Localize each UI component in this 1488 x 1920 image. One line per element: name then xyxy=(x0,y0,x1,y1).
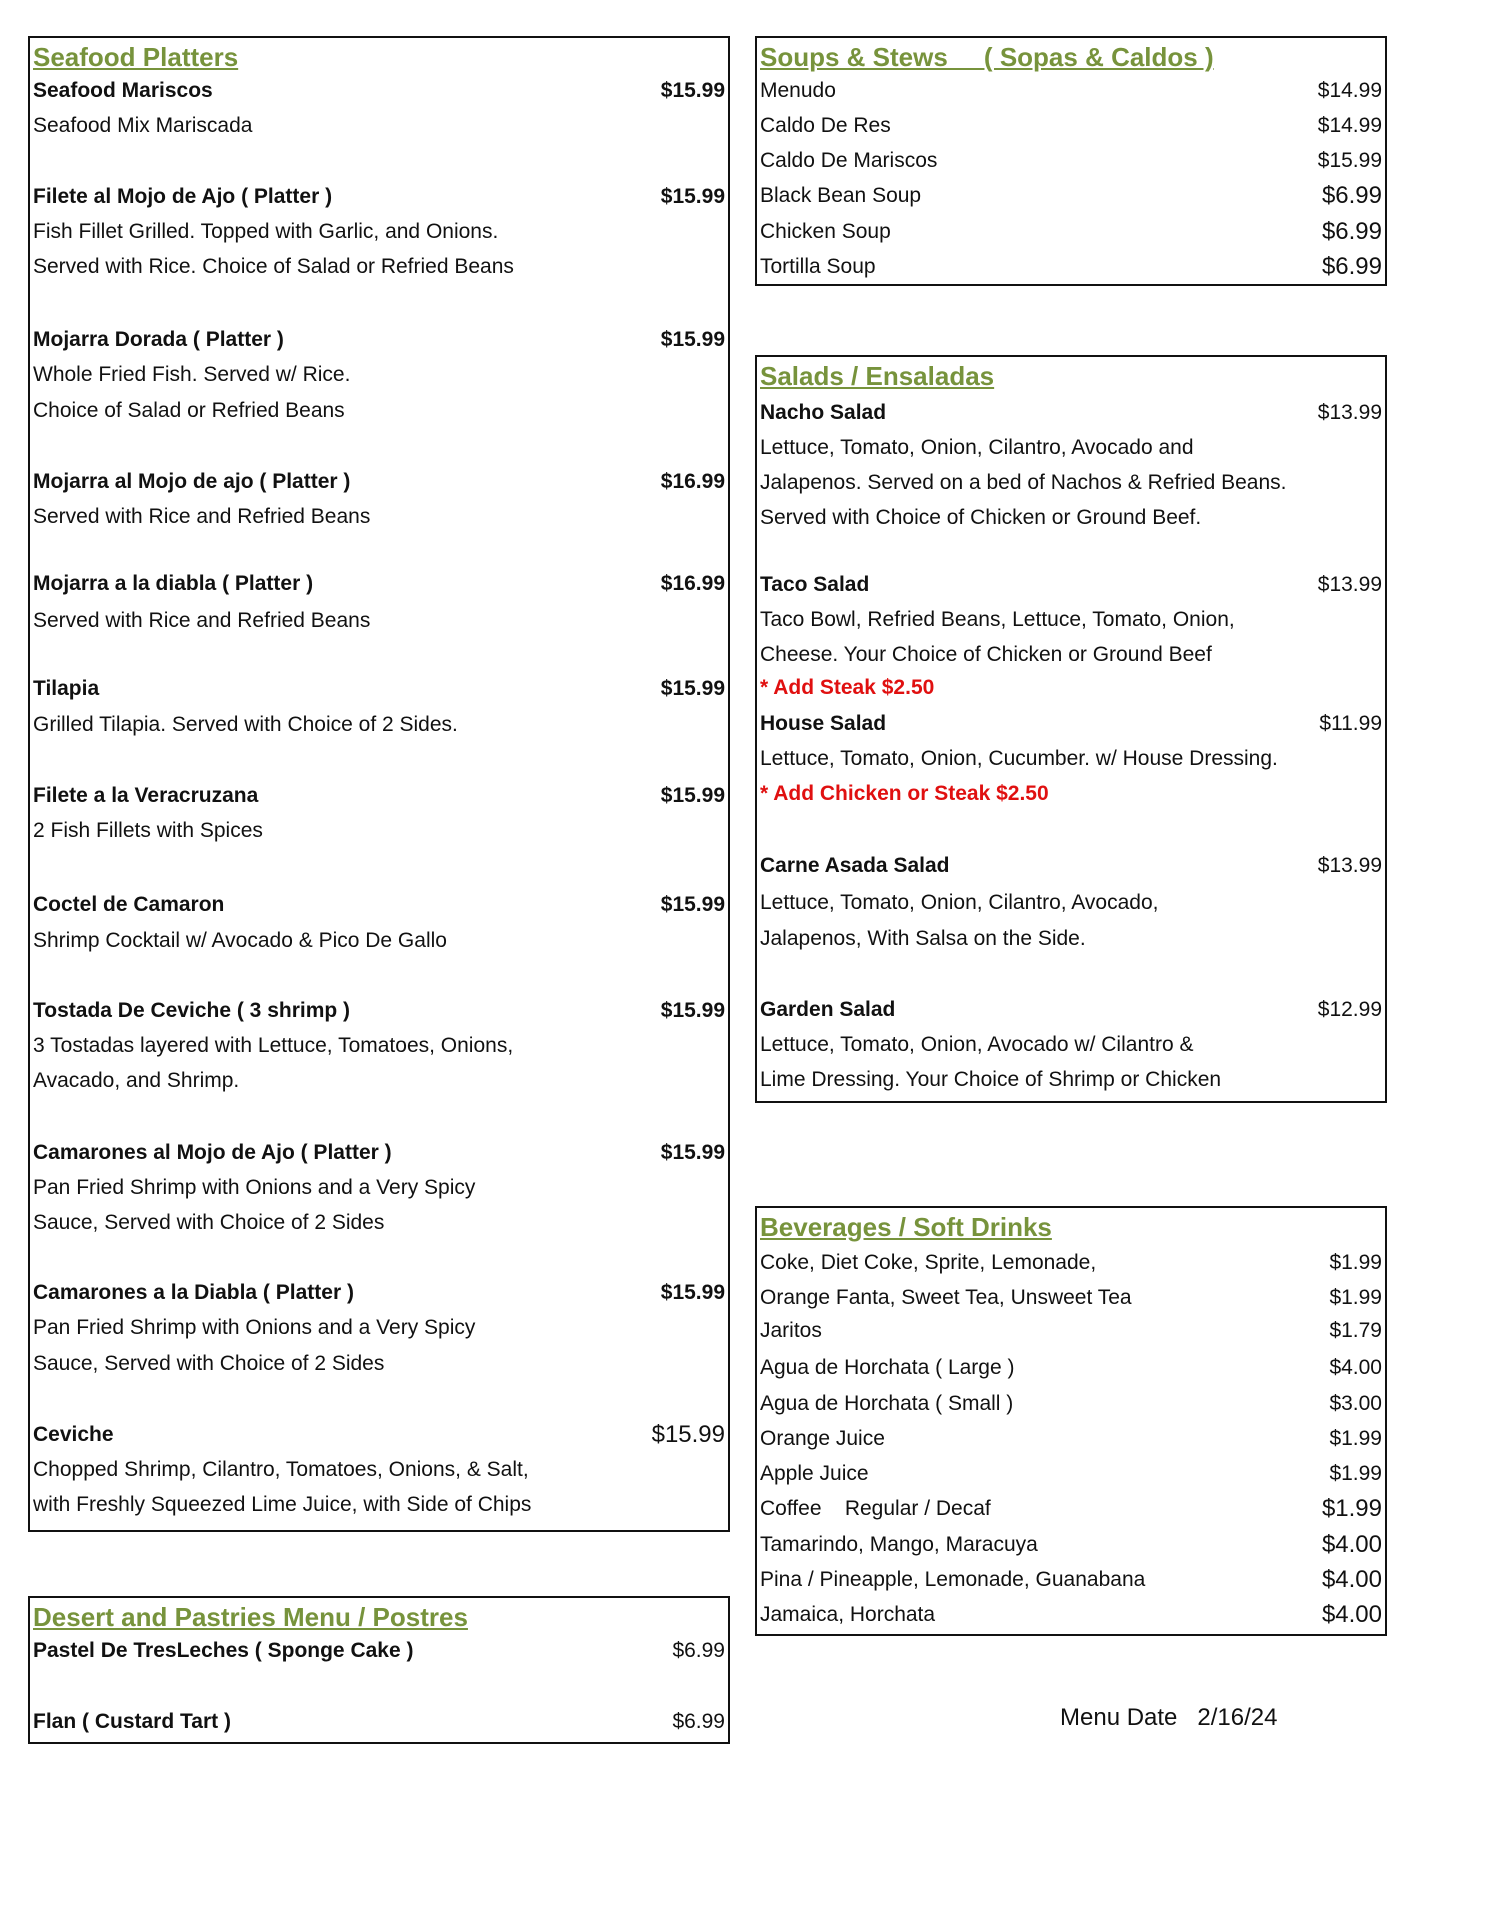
item-description: Served with Rice and Refried Beans xyxy=(33,505,371,528)
item-description: Served with Rice and Refried Beans xyxy=(33,609,371,632)
item-description: Sauce, Served with Choice of 2 Sides xyxy=(33,1352,385,1375)
item-description: Lettuce, Tomato, Onion, Cucumber. w/ House Dressing. xyxy=(760,747,1278,770)
menu-item: Tortilla Soup $6.99 xyxy=(760,253,1382,280)
menu-item: House Salad $11.99 xyxy=(760,712,1382,735)
item-description: Jalapenos, With Salsa on the Side. xyxy=(760,927,1086,950)
desserts-section xyxy=(28,1596,730,1744)
menu-item: Apple Juice $1.99 xyxy=(760,1462,1382,1485)
item-description: Seafood Mix Mariscada xyxy=(33,114,253,137)
menu-item: Coffee Regular / Decaf $1.99 xyxy=(760,1495,1382,1522)
menu-item: Tamarindo, Mango, Maracuya $4.00 xyxy=(760,1531,1382,1558)
menu-item: Agua de Horchata ( Small ) $3.00 xyxy=(760,1392,1382,1415)
item-description: 2 Fish Fillets with Spices xyxy=(33,819,263,842)
salads-section xyxy=(755,355,1387,1103)
menu-item: Pastel De TresLeches ( Sponge Cake ) $6.99 xyxy=(33,1639,725,1662)
seafood-section xyxy=(28,36,730,1532)
item-description: Served with Choice of Chicken or Ground Beef. xyxy=(760,506,1202,529)
item-description: with Freshly Squeezed Lime Juice, with Side of Chips xyxy=(33,1493,532,1516)
menu-item: Pina / Pineapple, Lemonade, Guanabana $4.00 xyxy=(760,1566,1382,1593)
menu-item: Orange Fanta, Sweet Tea, Unsweet Tea $1.99 xyxy=(760,1286,1382,1309)
menu-item: Jaritos $1.79 xyxy=(760,1319,1382,1342)
beverages-title: Beverages / Soft Drinks xyxy=(760,1211,1052,1242)
menu-item: Jamaica, Horchata $4.00 xyxy=(760,1601,1382,1628)
soups-section xyxy=(755,36,1387,286)
menu-item: Black Bean Soup $6.99 xyxy=(760,182,1382,209)
menu-item: Camarones al Mojo de Ajo ( Platter ) $15.99 xyxy=(33,1141,725,1164)
menu-item: Flan ( Custard Tart ) $6.99 xyxy=(33,1710,725,1733)
item-description: Lettuce, Tomato, Onion, Cilantro, Avocado and xyxy=(760,436,1194,459)
menu-item: Camarones a la Diabla ( Platter ) $15.99 xyxy=(33,1281,725,1304)
item-description: Grilled Tilapia. Served with Choice of 2 Sides. xyxy=(33,713,458,736)
item-description: Shrimp Cocktail w/ Avocado & Pico De Gallo xyxy=(33,929,447,952)
menu-item: Mojarra Dorada ( Platter ) $15.99 xyxy=(33,328,725,351)
item-description: Choice of Salad or Refried Beans xyxy=(33,399,345,422)
menu-item: Chicken Soup $6.99 xyxy=(760,218,1382,245)
menu-item: Tilapia $15.99 xyxy=(33,677,725,700)
menu-item: Agua de Horchata ( Large ) $4.00 xyxy=(760,1356,1382,1379)
desserts-title: Desert and Pastries Menu / Postres xyxy=(33,1601,468,1632)
item-description: Lime Dressing. Your Choice of Shrimp or Chicken xyxy=(760,1068,1222,1091)
item-description: Whole Fried Fish. Served w/ Rice. xyxy=(33,363,351,386)
menu-item: Filete a la Veracruzana $15.99 xyxy=(33,784,725,807)
menu-item: Nacho Salad $13.99 xyxy=(760,401,1382,424)
soups-title: Soups & Stews ( Sopas & Caldos ) xyxy=(760,41,1214,72)
item-description: Served with Rice. Choice of Salad or Refried Beans xyxy=(33,255,514,278)
item-description: Pan Fried Shrimp with Onions and a Very Spicy xyxy=(33,1176,476,1199)
menu-item: Caldo De Res $14.99 xyxy=(760,114,1382,137)
menu-item: Coke, Diet Coke, Sprite, Lemonade, $1.99 xyxy=(760,1251,1382,1274)
item-description: Chopped Shrimp, Cilantro, Tomatoes, Onions, & Salt, xyxy=(33,1458,529,1481)
item-description: Taco Bowl, Refried Beans, Lettuce, Tomato, Onion, xyxy=(760,608,1235,631)
menu-item: Filete al Mojo de Ajo ( Platter ) $15.99 xyxy=(33,185,725,208)
add-on-note: * Add Chicken or Steak $2.50 xyxy=(760,782,1049,805)
beverages-section xyxy=(755,1206,1387,1636)
salads-title: Salads / Ensaladas xyxy=(760,360,995,391)
item-description: Pan Fried Shrimp with Onions and a Very Spicy xyxy=(33,1316,476,1339)
item-description: Jalapenos. Served on a bed of Nachos & Refried Beans. xyxy=(760,471,1287,494)
item-description: Lettuce, Tomato, Onion, Avocado w/ Cilantro & xyxy=(760,1033,1194,1056)
item-description: Lettuce, Tomato, Onion, Cilantro, Avocado, xyxy=(760,891,1159,914)
item-description: Avacado, and Shrimp. xyxy=(33,1069,240,1092)
menu-item: Carne Asada Salad $13.99 xyxy=(760,854,1382,877)
menu-item: Seafood Mariscos $15.99 xyxy=(33,79,725,102)
menu-item: Taco Salad $13.99 xyxy=(760,573,1382,596)
menu-item: Menudo $14.99 xyxy=(760,79,1382,102)
add-on-note: * Add Steak $2.50 xyxy=(760,676,935,699)
menu-item: Orange Juice $1.99 xyxy=(760,1427,1382,1450)
item-description: Sauce, Served with Choice of 2 Sides xyxy=(33,1211,385,1234)
item-description: Fish Fillet Grilled. Topped with Garlic, and Onions. xyxy=(33,220,499,243)
menu-item: Mojarra al Mojo de ajo ( Platter ) $16.99 xyxy=(33,470,725,493)
menu-item: Tostada De Ceviche ( 3 shrimp ) $15.99 xyxy=(33,999,725,1022)
seafood-title: Seafood Platters xyxy=(33,41,239,72)
menu-item: Caldo De Mariscos $15.99 xyxy=(760,149,1382,172)
menu-item: Garden Salad $12.99 xyxy=(760,998,1382,1021)
menu-item: Mojarra a la diabla ( Platter ) $16.99 xyxy=(33,572,725,595)
menu-item: Coctel de Camaron $15.99 xyxy=(33,893,725,916)
item-description: Cheese. Your Choice of Chicken or Ground Beef xyxy=(760,643,1212,666)
menu-item: Ceviche $15.99 xyxy=(33,1421,725,1448)
item-description: 3 Tostadas layered with Lettuce, Tomatoes, Onions, xyxy=(33,1034,514,1057)
menu-date: Menu Date 2/16/24 xyxy=(1060,1704,1278,1731)
